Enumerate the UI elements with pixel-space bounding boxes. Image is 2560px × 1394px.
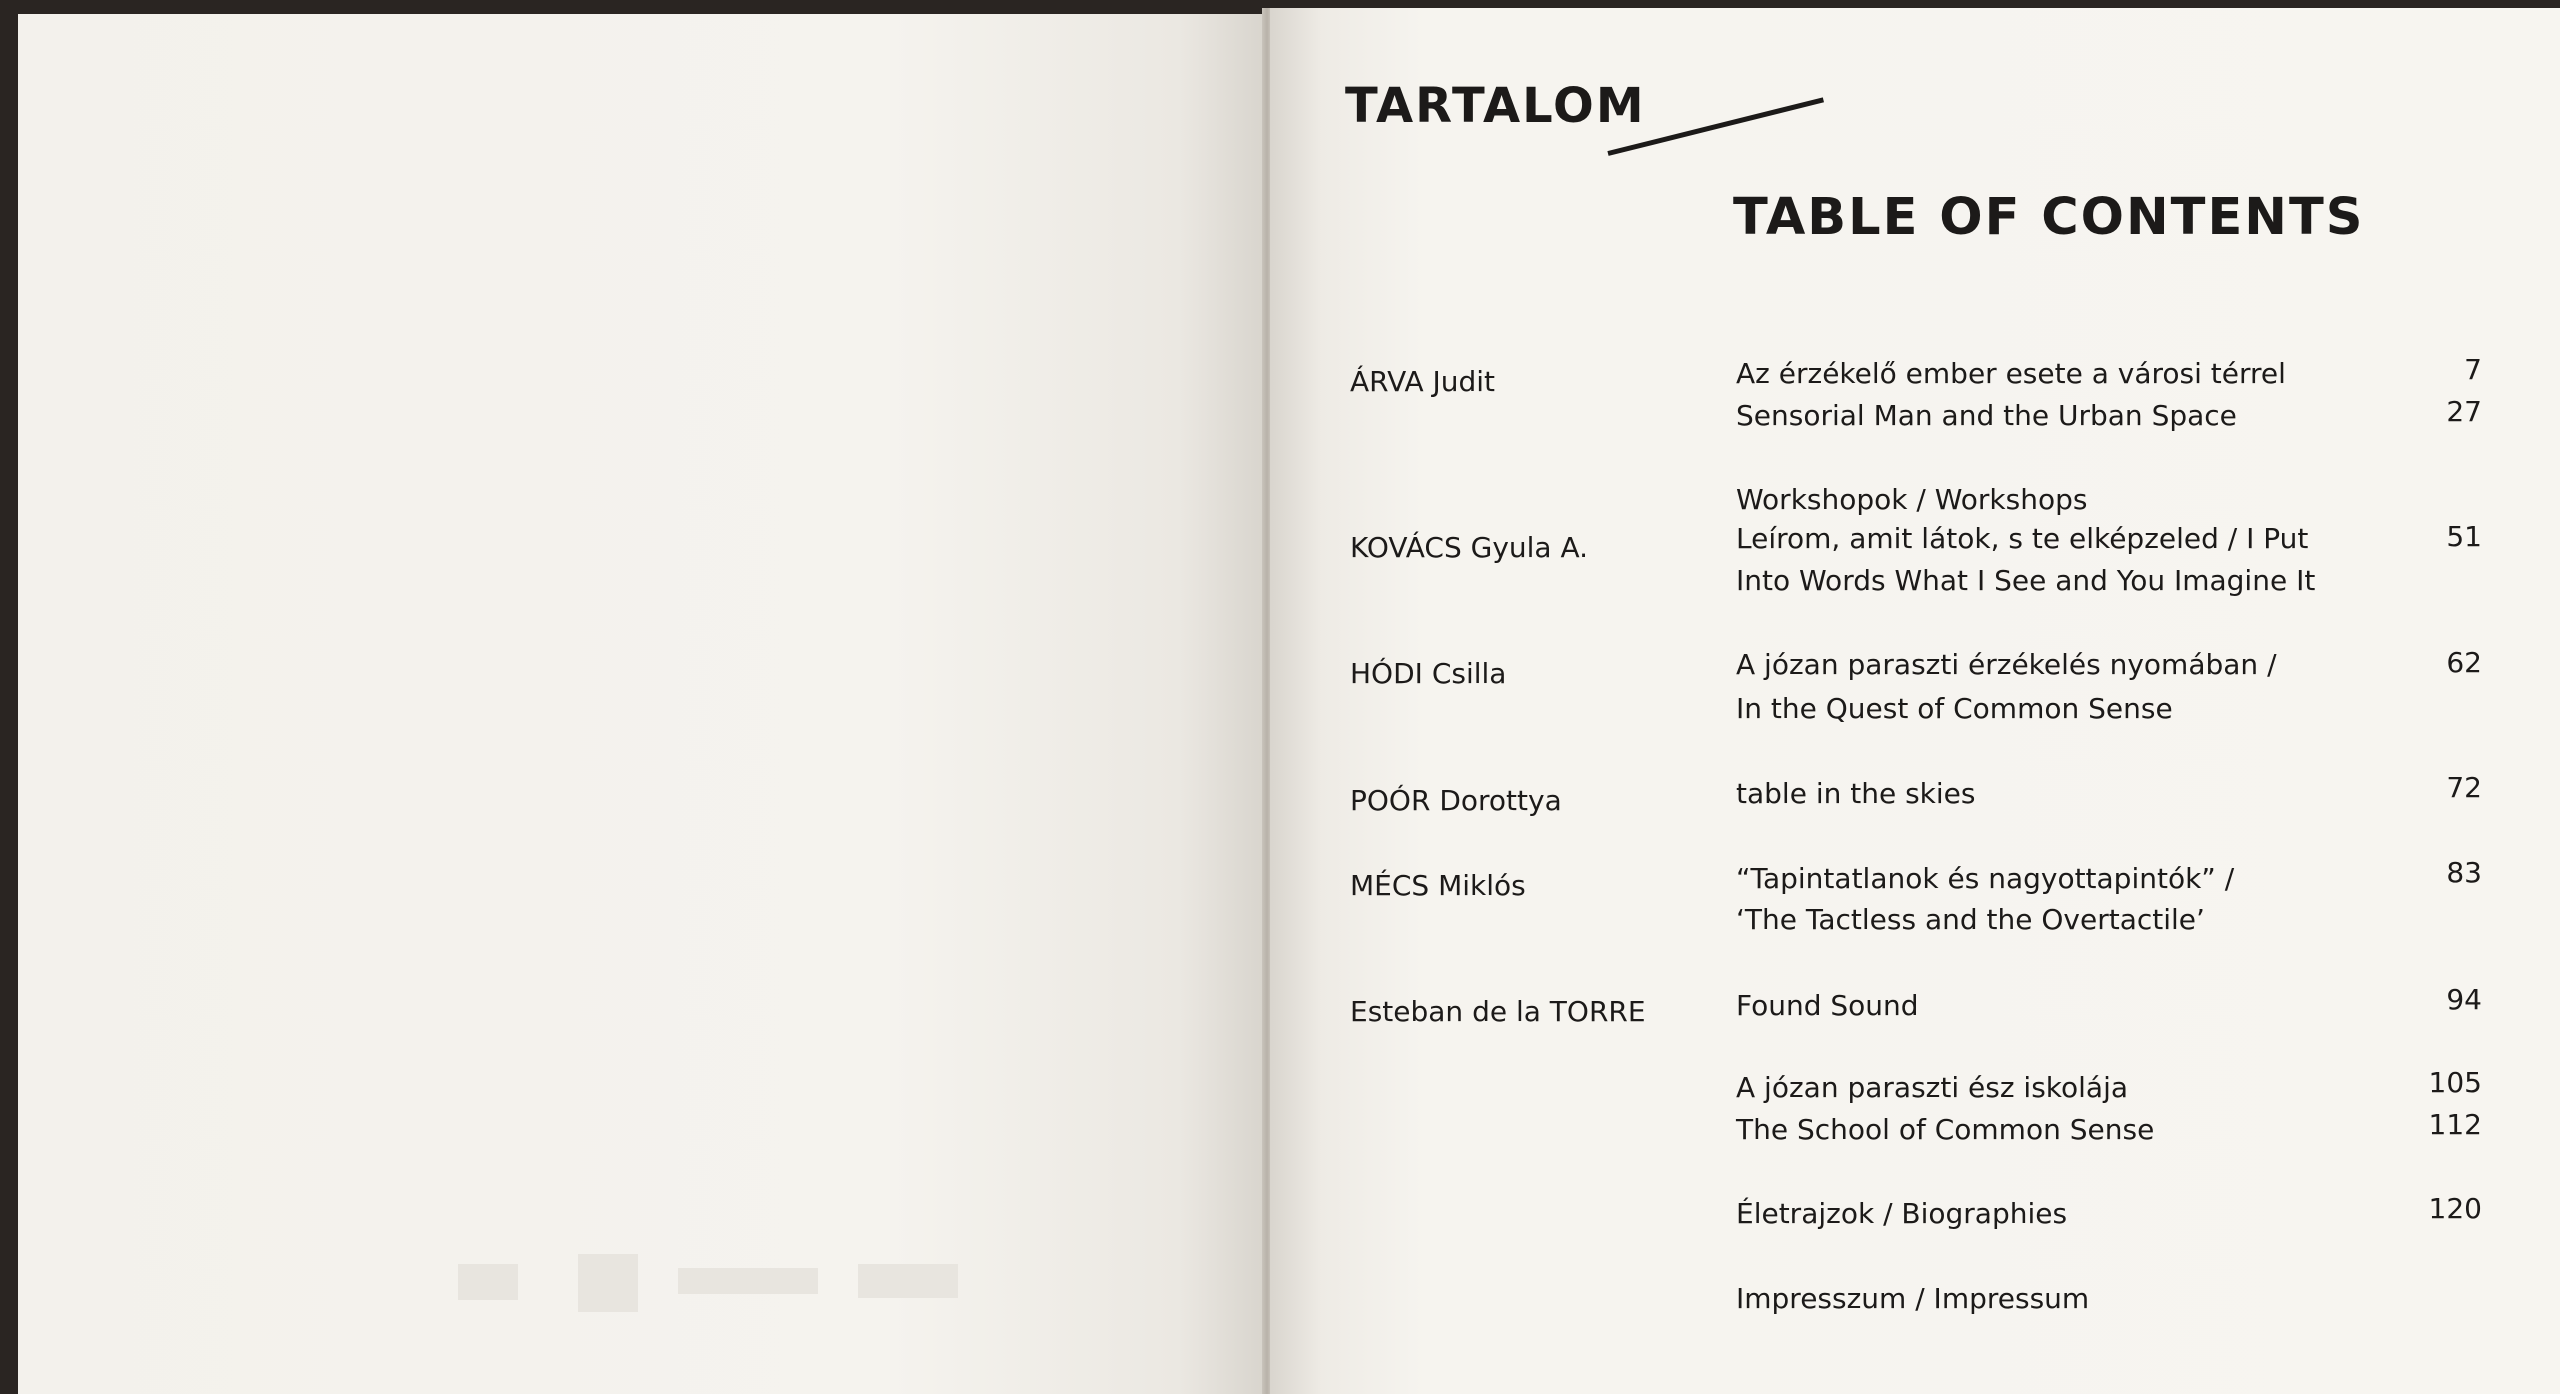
toc-entry-title: Workshopok / Workshops: [1736, 483, 2088, 516]
toc-author: Esteban de la TORRE: [1350, 995, 1646, 1028]
toc-title-hungarian: TARTALOM: [1345, 78, 1646, 134]
toc-author: ÁRVA Judit: [1350, 365, 1496, 398]
toc-entry-title: ‘The Tactless and the Overtactile’: [1736, 903, 2205, 936]
toc-entry-title: Impresszum / Impressum: [1736, 1282, 2090, 1315]
toc-author: MÉCS Miklós: [1350, 869, 1526, 902]
toc-page-number: 94: [2446, 983, 2482, 1016]
toc-title-english: TABLE OF CONTENTS: [1733, 188, 2365, 247]
toc-entry-title: A józan paraszti érzékelés nyomában /: [1736, 648, 2277, 681]
toc-page-number: 72: [2446, 771, 2482, 804]
toc-page-number: 27: [2446, 395, 2482, 428]
toc-entry-title: A józan paraszti ész iskolája: [1736, 1071, 2129, 1104]
toc-entry-title: Found Sound: [1736, 989, 1919, 1022]
toc-entry-title: The School of Common Sense: [1736, 1113, 2155, 1146]
toc-page-number: 83: [2446, 856, 2482, 889]
toc-page-number: 112: [2428, 1108, 2482, 1141]
toc-entry-title: Az érzékelő ember esete a városi térrel: [1736, 357, 2286, 390]
toc-author: KOVÁCS Gyula A.: [1350, 531, 1589, 564]
toc-entry-title: Sensorial Man and the Urban Space: [1736, 399, 2237, 432]
toc-page-number: 51: [2446, 520, 2482, 553]
toc-entry-title: Életrajzok / Biographies: [1736, 1197, 2068, 1230]
toc-page-number: 120: [2428, 1192, 2482, 1225]
toc-entry-title: table in the skies: [1736, 777, 1976, 810]
toc-entry-title: In the Quest of Common Sense: [1736, 692, 2173, 725]
toc-author: HÓDI Csilla: [1350, 657, 1507, 690]
toc-entry-title: Into Words What I See and You Imagine It: [1736, 564, 2316, 597]
toc-entry-title: Leírom, amit látok, s te elképzeled / I Put: [1736, 522, 2309, 555]
toc-page-number: 62: [2446, 646, 2482, 679]
toc-entry-title: “Tapintatlanok és nagyottapintók” /: [1736, 862, 2235, 895]
toc-page-number: 105: [2428, 1066, 2482, 1099]
toc-page-number: 7: [2464, 353, 2482, 386]
toc-author: POÓR Dorottya: [1350, 784, 1562, 817]
